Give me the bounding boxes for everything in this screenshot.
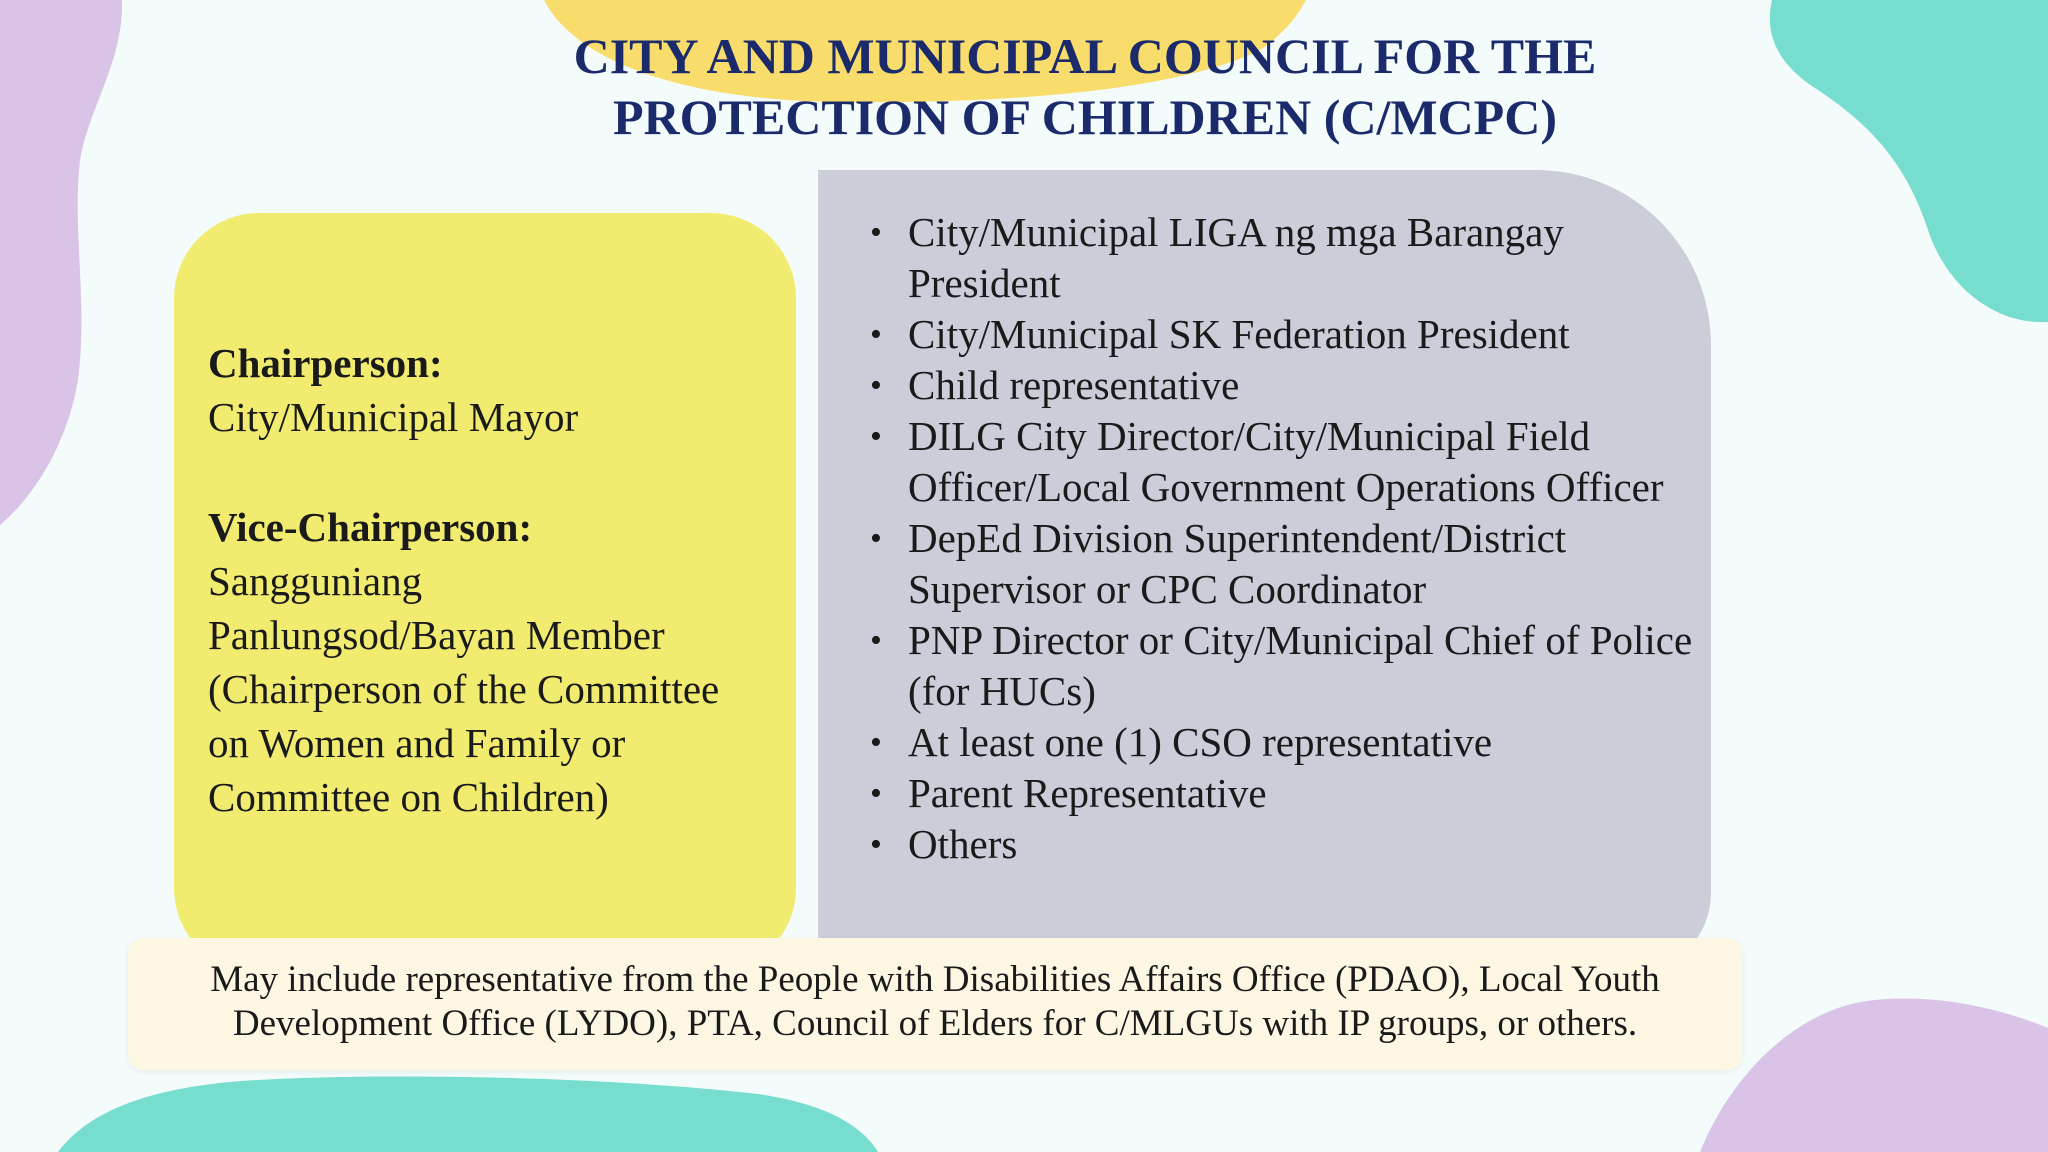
member-item: • DepEd Division Superintendent/District Supervisor or CPC Coordinator — [870, 513, 1710, 615]
note-line-1: May include representative from the People with Disabilities Affairs Office (PDAO), Local Youth — [210, 959, 1660, 1000]
spacer — [208, 444, 788, 500]
member-item: • PNP Director or City/Municipal Chief of Police (for HUCs) — [870, 615, 1710, 717]
member-item: • At least one (1) CSO representative — [870, 717, 1710, 768]
member-item: • City/Municipal SK Federation President — [870, 309, 1710, 360]
decorative-blob-teal-bottom-left — [58, 1072, 878, 1152]
leadership-content — [208, 336, 788, 824]
title-line-2: PROTECTION OF CHILDREN (C/MCPC) — [613, 89, 1557, 145]
vice-chairperson-line: on Women and Family or — [208, 720, 626, 766]
vice-chairperson-line: Sangguniang — [208, 558, 423, 604]
decorative-blob-lavender-left — [0, 0, 130, 540]
title-line-1: CITY AND MUNICIPAL COUNCIL FOR THE — [573, 28, 1597, 84]
member-item: • Others — [870, 819, 1710, 870]
decorative-blob-lavender-bottom-right — [1700, 998, 2048, 1152]
vice-chairperson-line: Committee on Children) — [208, 774, 609, 820]
chairperson-value: City/Municipal Mayor — [208, 394, 579, 440]
member-item: • Parent Representative — [870, 768, 1710, 819]
member-item: • DILG City Director/City/Municipal Field Officer/Local Government Operations Officer — [870, 411, 1710, 513]
note-line-2: Development Office (LYDO), PTA, Council of Elders for C/MLGUs with IP groups, or others. — [232, 1003, 1638, 1044]
vice-chairperson-label: Vice-Chairperson: — [208, 504, 533, 550]
note-text — [128, 958, 1742, 1046]
members-list — [870, 207, 1710, 870]
vice-chairperson-line: Panlungsod/Bayan Member — [208, 612, 665, 658]
decorative-blob-teal-top-right — [1768, 0, 2048, 330]
vice-chairperson-line: (Chairperson of the Committee — [208, 666, 720, 712]
page-title — [420, 26, 1750, 148]
chairperson-label: Chairperson: — [208, 340, 443, 386]
member-item: • Child representative — [870, 360, 1710, 411]
member-item: • City/Municipal LIGA ng mga Barangay President — [870, 207, 1710, 309]
